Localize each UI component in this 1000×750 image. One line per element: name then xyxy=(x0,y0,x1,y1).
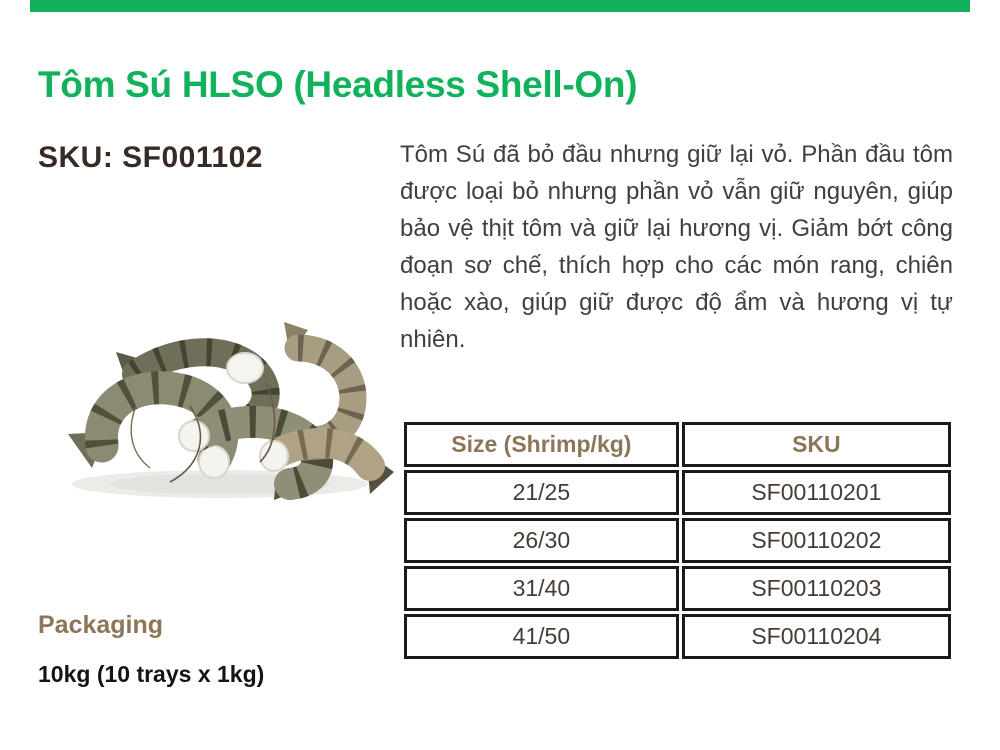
sku-cell: SF00110202 xyxy=(682,518,951,563)
sku-cell: SF00110201 xyxy=(682,470,951,515)
size-cell: 21/25 xyxy=(404,470,679,515)
size-cell: 41/50 xyxy=(404,614,679,659)
table-row xyxy=(404,566,951,611)
sku-cell: SF00110204 xyxy=(682,614,951,659)
size-cell: 31/40 xyxy=(404,566,679,611)
product-sku: SKU: SF001102 xyxy=(38,141,263,174)
sku-cell: SF00110203 xyxy=(682,566,951,611)
top-accent-bar xyxy=(30,0,970,12)
size-sku-table xyxy=(401,419,954,662)
product-photo-shrimp xyxy=(40,286,396,511)
packaging-label: Packaging xyxy=(38,611,164,639)
product-title: Tôm Sú HLSO (Headless Shell-On) xyxy=(38,64,638,105)
table-header-size: Size (Shrimp/kg) xyxy=(404,422,679,467)
table-header-sku: SKU xyxy=(682,422,951,467)
table-row xyxy=(404,614,951,659)
product-description: Tôm Sú đã bỏ đầu nhưng giữ lại vỏ. Phần đầu tôm được loại bỏ nhưng phần vỏ vẫn giữ nguyên, giúp bảo vệ thịt tôm và giữ lại hương vị. Giảm bớt công đoạn sơ chế, thích hợp cho các món rang, chiên hoặc xào, giúp giữ được độ ẩm và hương vị tự nhiên. xyxy=(400,141,953,353)
shrimp-illustration xyxy=(40,286,396,511)
table-row xyxy=(404,518,951,563)
table-header-row xyxy=(404,422,951,467)
table-row xyxy=(404,470,951,515)
size-cell: 26/30 xyxy=(404,518,679,563)
packaging-value: 10kg (10 trays x 1kg) xyxy=(38,661,265,687)
